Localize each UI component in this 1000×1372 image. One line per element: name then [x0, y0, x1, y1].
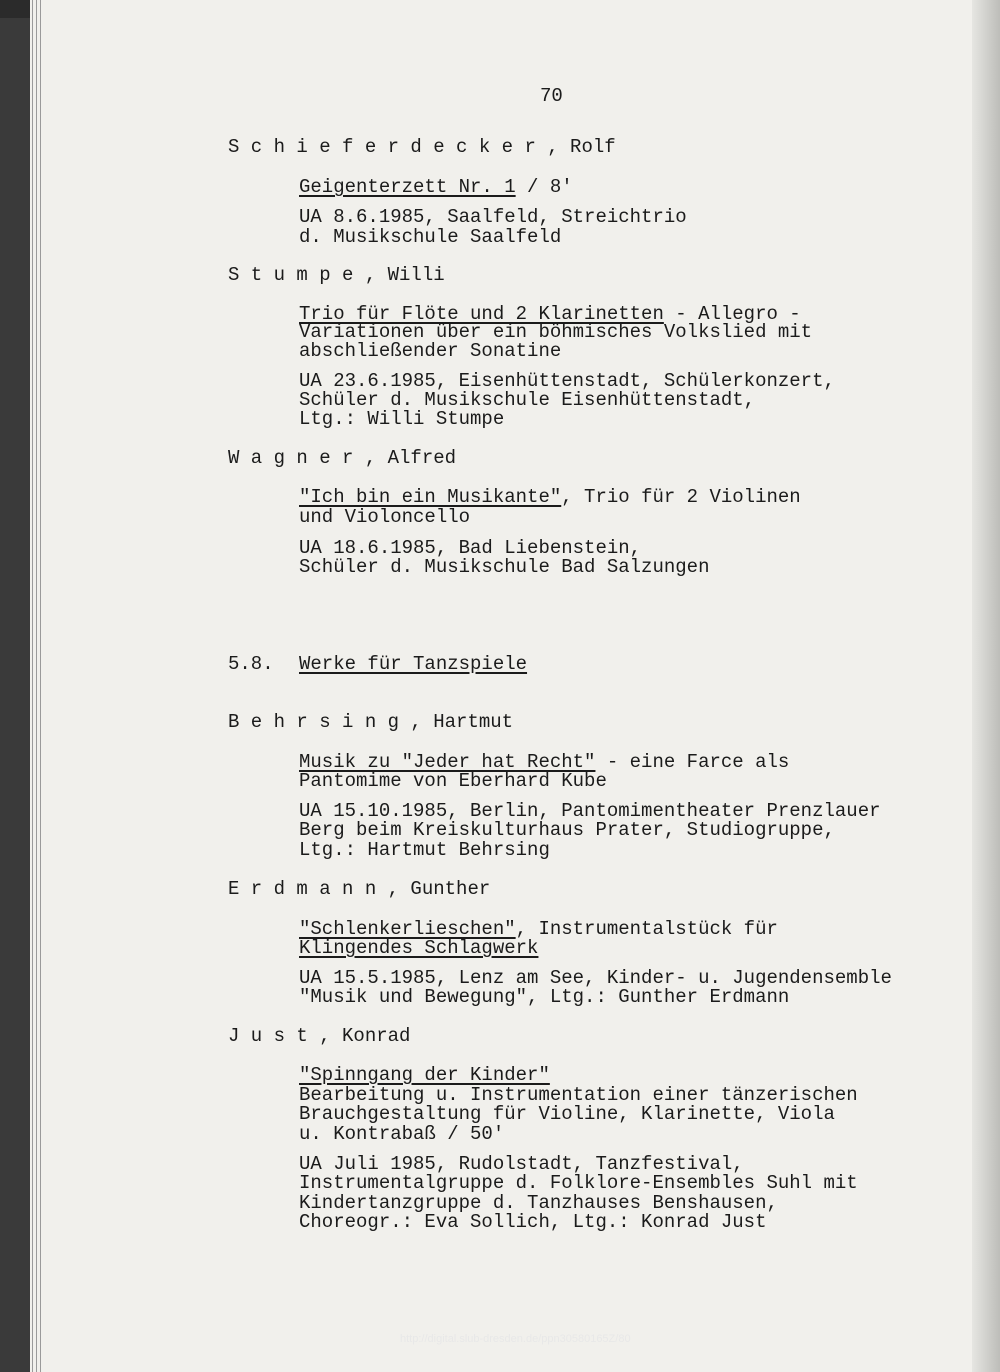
premiere-line: "Musik und Bewegung", Ltg.: Gunther Erdmann	[299, 986, 790, 1008]
premiere-line: UA 8.6.1985, Saalfeld, Streichtrio	[299, 206, 687, 228]
work-title-rest: / 8'	[515, 176, 573, 198]
composer-name: J u s t , Konrad	[228, 1025, 411, 1047]
work-description-line: abschließender Sonatine	[299, 340, 562, 362]
work-title: Geigenterzett Nr. 1	[299, 176, 516, 198]
premiere-line: Berg beim Kreiskulturhaus Prater, Studiogruppe,	[299, 819, 835, 841]
work-description-line: und Violoncello	[299, 506, 471, 528]
premiere-line: d. Musikschule Saalfeld	[299, 226, 562, 248]
premiere-line: Kindertanzgruppe d. Tanzhauses Benshausen,	[299, 1192, 778, 1214]
work-title: Musik zu "Jeder hat Recht"	[299, 751, 596, 773]
premiere-line: Instrumentalgruppe d. Folklore-Ensembles Suhl mit	[299, 1172, 858, 1194]
work-title: "Spinngang der Kinder"	[299, 1064, 550, 1086]
work-title-line	[299, 177, 573, 197]
work-description-line: u. Kontrabaß / 50'	[299, 1123, 505, 1145]
source-url: http://digital.slub-dresden.de/ppn30580165Z/80	[400, 1333, 631, 1345]
work-title-line	[299, 752, 789, 772]
premiere-line: Ltg.: Willi Stumpe	[299, 408, 505, 430]
right-page-strip	[972, 0, 1000, 1372]
premiere-line: UA 18.6.1985, Bad Liebenstein,	[299, 537, 642, 559]
composer-name: B e h r s i n g , Hartmut	[228, 711, 514, 733]
premiere-line: UA 15.5.1985, Lenz am See, Kinder- u. Jugendensemble	[299, 967, 892, 989]
work-title: "Schlenkerlieschen"	[299, 918, 516, 940]
composer-name: E r d m a n n , Gunther	[228, 878, 491, 900]
premiere-line: UA Juli 1985, Rudolstadt, Tanzfestival,	[299, 1153, 744, 1175]
premiere-line: UA 23.6.1985, Eisenhüttenstadt, Schülerkonzert,	[299, 370, 835, 392]
premiere-line: UA 15.10.1985, Berlin, Pantomimentheater Prenzlauer	[299, 800, 881, 822]
premiere-line: Choreogr.: Eva Sollich, Ltg.: Konrad Just	[299, 1211, 767, 1233]
work-title-rest: , Instrumentalstück für	[515, 918, 778, 940]
premiere-line: Ltg.: Hartmut Behrsing	[299, 839, 550, 861]
composer-name: S c h i e f e r d e c k e r , Rolf	[228, 136, 616, 158]
work-description-line: Bearbeitung u. Instrumentation einer tänzerischen	[299, 1084, 858, 1106]
premiere-line: Schüler d. Musikschule Eisenhüttenstadt,	[299, 389, 756, 411]
work-title: Trio für Flöte und 2 Klarinetten	[299, 303, 664, 325]
work-title: "Ich bin ein Musikante"	[299, 486, 562, 508]
work-title-rest: - eine Farce als	[595, 751, 790, 773]
work-title-rest: , Trio für 2 Violinen	[561, 486, 801, 508]
page-number: 70	[540, 85, 563, 107]
premiere-line: Schüler d. Musikschule Bad Salzungen	[299, 556, 710, 578]
work-description-line: Pantomime von Eberhard Kube	[299, 770, 607, 792]
work-title-rest: - Allegro -	[663, 303, 801, 325]
section-heading: Werke für Tanzspiele	[299, 653, 528, 675]
work-description-line: Klingendes Schlagwerk	[299, 937, 539, 959]
work-title-line	[299, 487, 801, 507]
work-description-line: Variationen über ein böhmisches Volkslied mit	[299, 321, 813, 343]
composer-name: W a g n e r , Alfred	[228, 447, 457, 469]
work-title-line	[299, 919, 778, 939]
composer-name: S t u m p e , Willi	[228, 264, 445, 286]
section-number: 5.8.	[228, 653, 274, 675]
work-description-line: Brauchgestaltung für Violine, Klarinette, Viola	[299, 1103, 835, 1125]
